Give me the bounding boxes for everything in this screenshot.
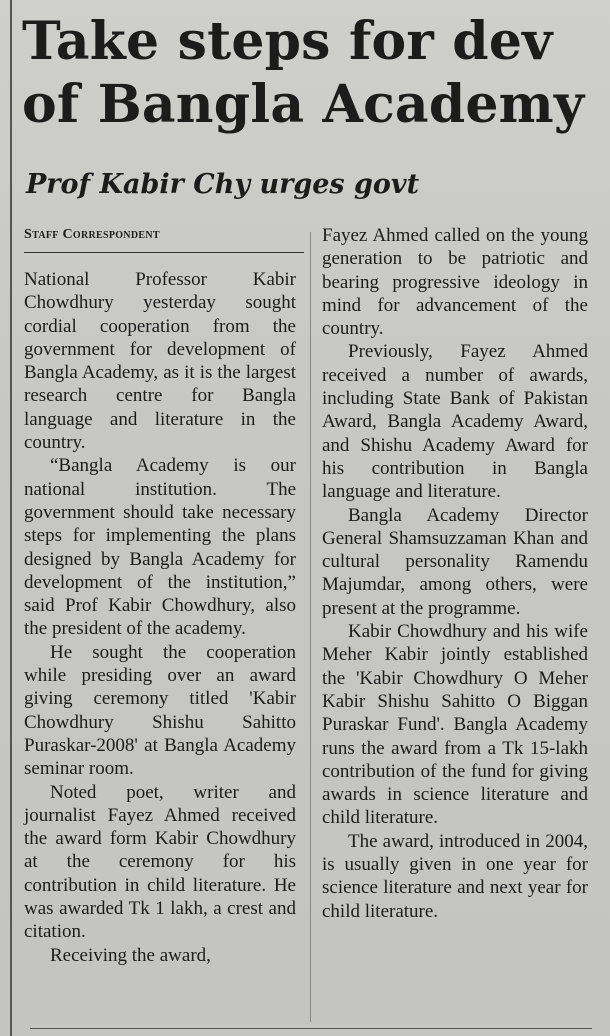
- headline-line-2: of Bangla Academy: [22, 74, 585, 135]
- paragraph: Noted poet, writer and journalist Fayez Ahmed received the award form Kabir Chowdhury at the ceremony for his contribution in child literature. He was awarded Tk 1 lakh, a crest and citation.: [24, 781, 296, 943]
- bottom-border-rule: [30, 1028, 592, 1029]
- right-column: [322, 224, 588, 923]
- paragraph: “Bangla Academy is our national institution. The government should take necessary steps for implementing the plans designed by Bangla Academy for development of the institution,” said Prof Kabir Chowdhury, also the president of the academy.: [24, 455, 296, 640]
- headline: [22, 10, 602, 136]
- paragraph: National Professor Kabir Chowdhury yesterday sought cordial cooperation from the government for development of Bangla Academy, as it is the largest research centre for Bangla language and literature in the country.: [24, 269, 296, 454]
- paragraph: Fayez Ahmed called on the young generation to be patriotic and bearing progressive ideology in mind for advancement of the country.: [322, 225, 588, 340]
- paragraph: The award, introduced in 2004, is usually given in one year for science literature and next year for child literature.: [322, 830, 588, 922]
- paragraph: He sought the cooperation while presiding over an award giving ceremony titled 'Kabir Chowdhury Shishu Sahitto Puraskar-2008' at Bangla Academy seminar room.: [24, 641, 296, 780]
- headline-line-1: Take steps for dev: [22, 11, 553, 72]
- paragraph: Bangla Academy Director General Shamsuzzaman Khan and cultural personality Ramendu Majumdar, among others, were present at the programme.: [322, 504, 588, 619]
- paragraph: Previously, Fayez Ahmed received a number of awards, including State Bank of Pakistan Award, Bangla Academy Award, and Shishu Academy Award for his contribution in Bangla language and literature.: [322, 341, 588, 503]
- paragraph: Receiving the award,: [50, 944, 211, 966]
- column-divider: [310, 232, 311, 1022]
- left-border-rule: [10, 0, 12, 1036]
- byline: Staff Correspondent: [24, 227, 160, 242]
- byline-rule: [24, 252, 304, 253]
- left-column: [24, 268, 296, 967]
- subheadline: Prof Kabir Chy urges govt: [26, 169, 420, 200]
- paragraph: Kabir Chowdhury and his wife Meher Kabir jointly established the 'Kabir Chowdhury O Meher Kabir Shishu Sahitto O Biggan Puraskar Fund'. Bangla Academy runs the award from a Tk 15-lakh contribution of the fund for giving awards in science literature and child literature.: [322, 621, 588, 829]
